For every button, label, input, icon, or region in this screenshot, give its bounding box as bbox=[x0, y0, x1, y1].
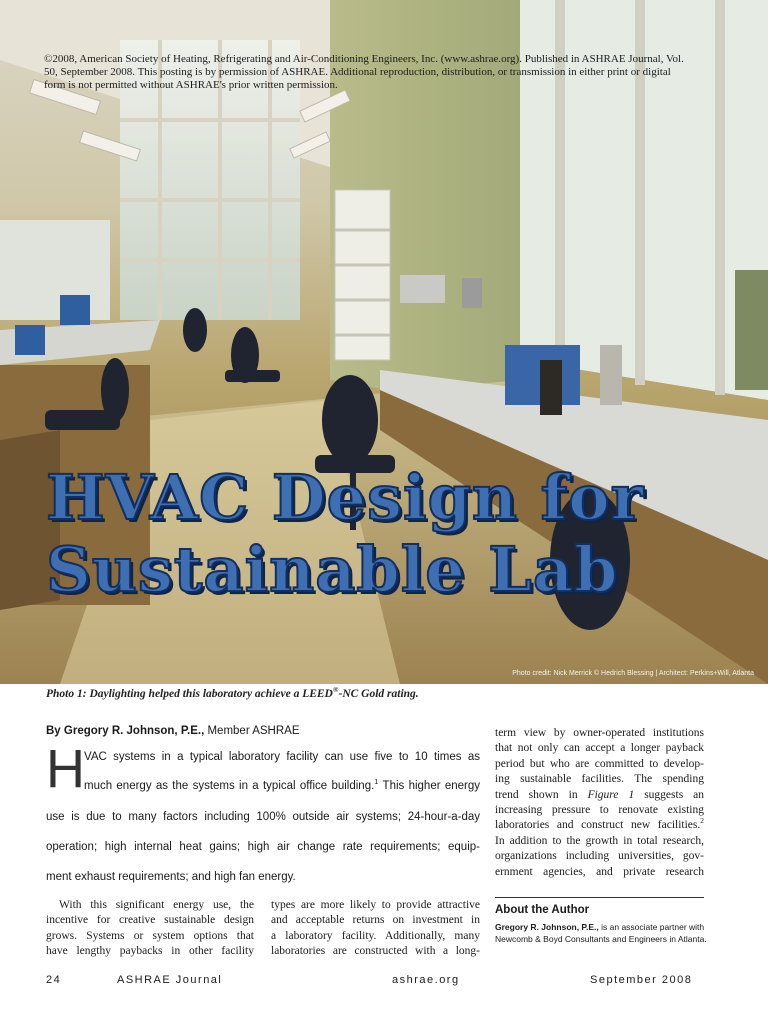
body-line: trend shown in Figure 1 suggests an bbox=[495, 788, 705, 801]
caption-suffix: -NC Gold rating. bbox=[338, 688, 419, 700]
lead-line-2: much energy as the systems in a typical office building.$^1$ This higher energy bbox=[84, 777, 480, 792]
photo-caption bbox=[46, 685, 419, 700]
body-line: incentive for creative sustainable design bbox=[46, 914, 254, 927]
lead-line-3: use is due to many factors including 100% outside air systems; 24-hour-a-day bbox=[46, 811, 480, 823]
body-line: period but who are committed to develop- bbox=[495, 757, 704, 770]
body-line: a laboratory facility. Additionally, many bbox=[271, 929, 480, 942]
title-line-1: HVAC Design for bbox=[46, 461, 645, 534]
title-line-2: Sustainable Lab bbox=[46, 533, 619, 606]
body-line: increasing pressure to renovate existing bbox=[495, 804, 704, 817]
author-membership: Member ASHRAE bbox=[204, 725, 300, 737]
body-line: that not only can accept a longer payback bbox=[495, 742, 704, 755]
body-line: have lengthy paybacks in other facility bbox=[46, 945, 254, 958]
body-line: In addition to the growth in total research, bbox=[495, 834, 704, 847]
about-author-name: Gregory R. Johnson, P.E., bbox=[495, 922, 599, 932]
drop-cap: H bbox=[46, 739, 85, 799]
caption-prefix: Photo 1: Daylighting helped this laboratory achieve a LEED bbox=[46, 688, 333, 700]
about-author-text: Gregory R. Johnson, P.E., is an associate partner with Newcomb & Boyd Consultants and Engineers in Atlanta. bbox=[495, 922, 707, 945]
byline bbox=[46, 725, 300, 737]
body-line: and acceptable returns on investment in bbox=[271, 914, 480, 927]
body-line: types are more likely to provide attractive bbox=[271, 899, 480, 911]
article-title bbox=[46, 462, 644, 606]
body-line: grows. Systems or system options that bbox=[46, 929, 254, 942]
body-line: ernment agencies, and private research bbox=[495, 865, 704, 878]
body-line: laboratories and construct new facilities.$^2$ bbox=[495, 816, 704, 832]
body-line: term view by owner-operated institutions bbox=[495, 727, 704, 739]
body-line: organizations including universities, gov- bbox=[495, 850, 704, 863]
page-number: 24 bbox=[46, 974, 62, 986]
lead-line-1: VAC systems in a typical laboratory facility can use five to 10 times as bbox=[84, 751, 480, 763]
website-link[interactable]: ashrae.org bbox=[392, 974, 460, 986]
copyright-notice: ©2008, American Society of Heating, Refrigerating and Air-Conditioning Engineers, Inc. (www.ashrae.org). Published in ASHRAE Journal, Vol. 50, September 2008. This posting is by permission of ASHRAE. Additional reproduction, distribution, or transmission in either print or digital form is not permitted without ASHRAE's prior written permission. bbox=[44, 53, 684, 91]
body-line: ing sustainable facilities. The spending bbox=[495, 773, 704, 786]
lead-line-5: ment exhaust requirements; and high fan energy. bbox=[46, 871, 296, 883]
photo-credit: Photo credit: Nick Merrick © Hedrich Blessing | Architect: Perkins+Will, Atlanta bbox=[512, 670, 754, 677]
lead-line-4: operation; high internal heat gains; high air change rate requirements; equip- bbox=[46, 841, 480, 853]
author-name: By Gregory R. Johnson, P.E., bbox=[46, 725, 205, 737]
issue-date: September 2008 bbox=[590, 974, 693, 986]
about-author-heading: About the Author bbox=[495, 904, 590, 916]
body-line: laboratories are constructed with a long- bbox=[271, 945, 480, 958]
registered-mark: ® bbox=[332, 685, 339, 695]
body-column-2 bbox=[271, 898, 480, 960]
body-line: With this significant energy use, the bbox=[59, 899, 254, 911]
reference-2: 2 bbox=[700, 816, 704, 826]
about-author-divider bbox=[495, 897, 704, 898]
figure-reference[interactable]: Figure 1 bbox=[587, 788, 635, 801]
body-column-3 bbox=[495, 726, 704, 880]
reference-1: 1 bbox=[374, 777, 379, 787]
body-column-1 bbox=[46, 898, 254, 960]
journal-name: ASHRAE Journal bbox=[117, 974, 223, 986]
